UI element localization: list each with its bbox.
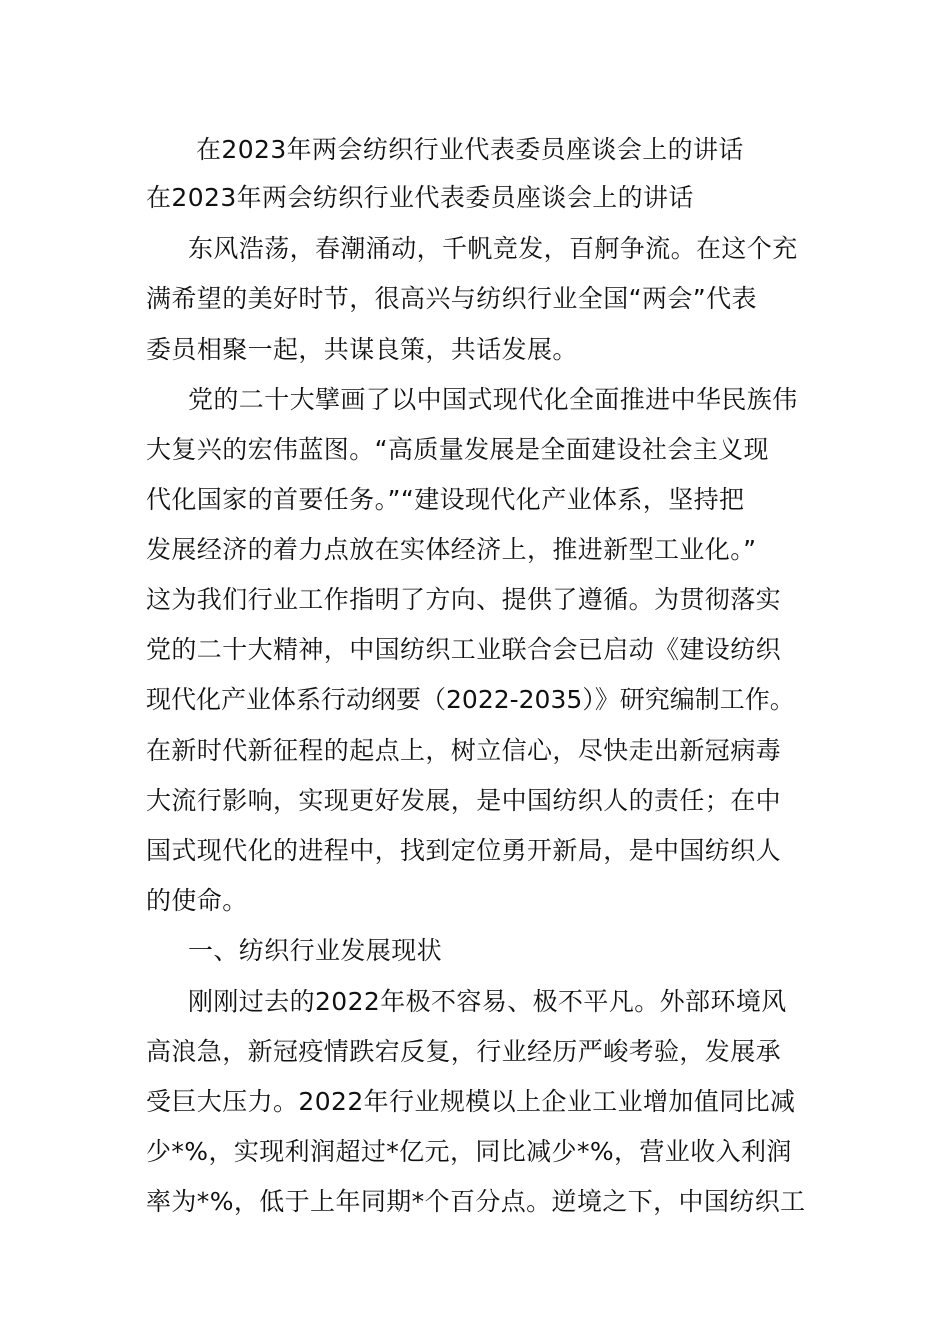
paragraph-line: 党的二十大擘画了以中国式现代化全面推进中华民族伟 (188, 385, 798, 414)
paragraph-line: 委员相聚一起，共谋良策，共话发展。 (146, 335, 578, 364)
paragraph-line: 这为我们行业工作指明了方向、提供了遵循。为贯彻落实 (146, 585, 782, 614)
document-title: 在2023年两会纺织行业代表委员座谈会上的讲话 (196, 135, 744, 164)
paragraph-line: 党的二十大精神，中国纺织工业联合会已启动《建设纺织 (146, 635, 782, 664)
paragraph-line: 高浪急，新冠疫情跌宕反复，行业经历严峻考验，发展承 (146, 1037, 782, 1066)
paragraph-line: 发展经济的着力点放在实体经济上，推进新型工业化。” (146, 535, 757, 564)
paragraph-line: 国式现代化的进程中，找到定位勇开新局，是中国纺织人 (146, 836, 782, 865)
paragraph-line: 大流行影响，实现更好发展，是中国纺织人的责任；在中 (146, 786, 782, 815)
paragraph-line: 率为*%，低于上年同期*个百分点。逆境之下，中国纺织工 (146, 1187, 806, 1216)
paragraph-line: 满希望的美好时节，很高兴与纺织行业全国“两会”代表 (146, 284, 757, 313)
paragraph-line: 代化国家的首要任务。”“建设现代化产业体系，坚持把 (146, 485, 745, 514)
paragraph-line: 现代化产业体系行动纲要（2022-2035）》研究编制工作。 (146, 685, 795, 714)
paragraph-line: 在新时代新征程的起点上，树立信心，尽快走出新冠病毒 (146, 736, 782, 765)
paragraph-line: 刚刚过去的2022年极不容易、极不平凡。外部环境风 (188, 987, 787, 1016)
paragraph-line: 的使命。 (146, 886, 248, 915)
document-subtitle: 在2023年两会纺织行业代表委员座谈会上的讲话 (146, 183, 694, 212)
paragraph-line: 大复兴的宏伟蓝图。“高质量发展是全面建设社会主义现 (146, 435, 769, 464)
paragraph-line: 少*%，实现利润超过*亿元，同比减少*%，营业收入利润 (146, 1137, 792, 1166)
paragraph-line: 受巨大压力。2022年行业规模以上企业工业增加值同比减 (146, 1087, 796, 1116)
paragraph-line: 东风浩荡，春潮涌动，千帆竞发，百舸争流。在这个充 (188, 234, 798, 263)
section-heading: 一、纺织行业发展现状 (188, 936, 443, 965)
